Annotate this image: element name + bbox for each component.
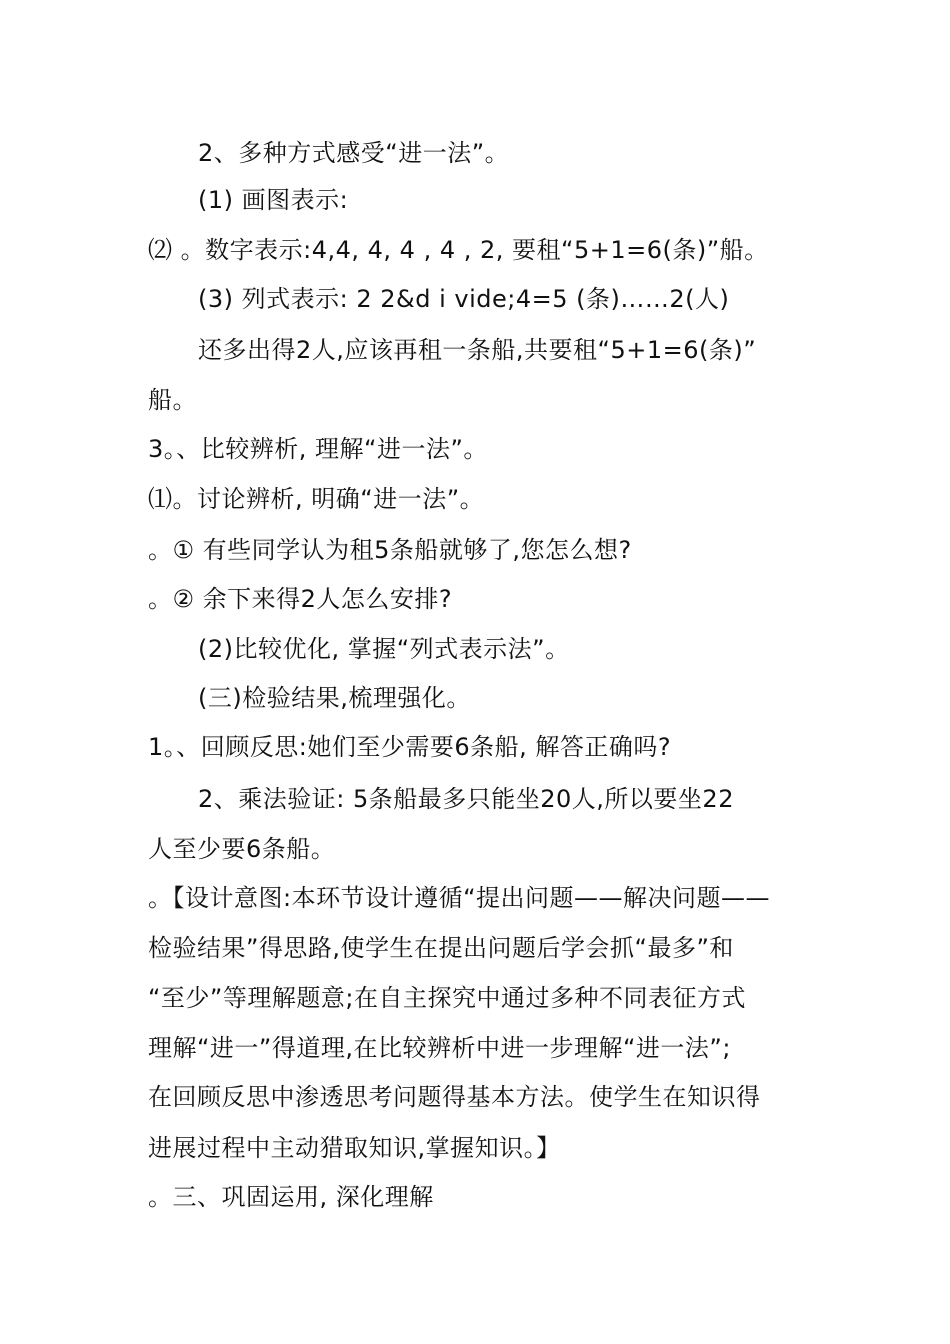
paragraph-line: 。① 有些同学认为租5条船就够了,您怎么想? [148, 536, 632, 564]
paragraph-line: 在回顾反思中渗透思考问题得基本方法。使学生在知识得 [148, 1083, 761, 1111]
paragraph-line: 。【设计意图:本环节设计遵循“提出问题——解决问题—— [148, 884, 771, 912]
paragraph-line: (2)比较优化, 掌握“列式表示法”。 [198, 635, 570, 663]
paragraph-line: 还多出得2人,应该再租一条船,共要租“5+1=6(条)” [198, 336, 757, 364]
paragraph-line: (1) 画图表示: [198, 186, 349, 214]
paragraph-line: 理解“进一”得道理,在比较辨析中进一步理解“进一法”; [148, 1034, 731, 1062]
paragraph-line: 。三、巩固运用, 深化理解 [148, 1183, 434, 1211]
paragraph-line: 检验结果”得思路,使学生在提出问题后学会抓“最多”和 [148, 934, 734, 962]
paragraph-line: (3) 列式表示: 2 2&d i vide;4=5 (条)……2(人) [198, 285, 730, 313]
paragraph-line: “至少”等理解题意;在自主探究中通过多种不同表征方式 [148, 984, 746, 1012]
paragraph-line: 进展过程中主动猎取知识,掌握知识。】 [148, 1134, 561, 1162]
paragraph-line: 1。、回顾反思:她们至少需要6条船, 解答正确吗? [148, 733, 672, 761]
paragraph-line: 。② 余下来得2人怎么安排? [148, 585, 453, 613]
paragraph-line: ⑴。讨论辨析, 明确“进一法”。 [148, 485, 485, 513]
paragraph-line: ⑵ 。数字表示:4,4, 4, 4 , 4 , 2, 要租“5+1=6(条)”船。 [148, 236, 769, 264]
paragraph-line: 3。、比较辨析, 理解“进一法”。 [148, 435, 488, 463]
paragraph-line: (三)检验结果,梳理强化。 [198, 684, 471, 712]
paragraph-line: 船。 [148, 386, 197, 414]
paragraph-line: 2、多种方式感受“进一法”。 [198, 139, 510, 167]
paragraph-line: 2、乘法验证: 5条船最多只能坐20人,所以要坐22 [198, 785, 734, 813]
paragraph-line: 人至少要6条船。 [148, 835, 336, 863]
